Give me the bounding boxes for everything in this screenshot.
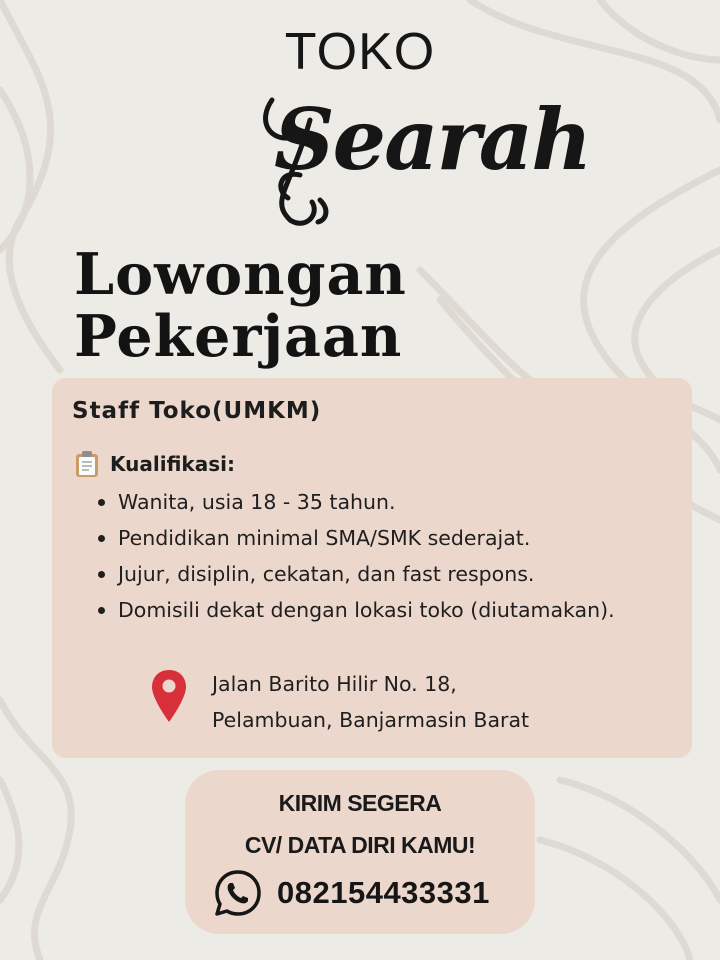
cta-line2: CV/ DATA DIRI KAMU! [244,832,476,858]
cta-box [185,770,535,934]
job-title: Staff Toko(UMKM) [72,398,322,424]
address [150,666,529,738]
list-item: Pendidikan minimal SMA/SMK sederajat. [92,520,615,556]
qualifications-list [92,484,615,628]
address-line2: Pelambuan, Banjarmasin Barat [212,708,530,732]
brand-logo [250,80,591,230]
headline-line2: Pekerjaan [74,303,403,370]
headline-line1: Lowongan [74,241,407,308]
list-item: Wanita, usia 18 - 35 tahun. [92,484,615,520]
address-text [212,666,529,738]
phone-contact[interactable] [213,868,490,918]
brand-name: Searah [274,90,591,189]
clipboard-icon [74,450,100,478]
page-headline [74,241,407,370]
job-card [52,378,692,758]
brand-prefix: TOKO [284,23,436,81]
phone-number[interactable]: 082154433331 [277,875,490,910]
map-pin-icon [150,668,188,724]
whatsapp-icon [213,868,263,918]
qualifications-header [74,450,235,478]
cta-line1: KIRIM SEGERA [278,790,442,816]
qualifications-heading: Kualifikasi: [110,452,235,476]
list-item: Domisili dekat dengan lokasi toko (diutamakan). [92,592,615,628]
list-item: Jujur, disiplin, cekatan, dan fast respons. [92,556,615,592]
address-line1: Jalan Barito Hilir No. 18, [212,672,457,696]
